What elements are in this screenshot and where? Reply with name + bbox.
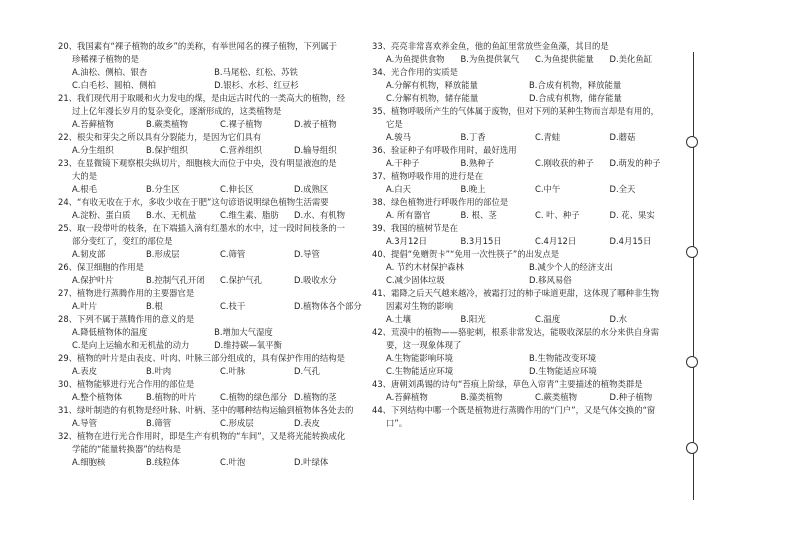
question-stem: [58, 378, 368, 391]
answer-option: C.减少固体垃圾: [386, 275, 445, 285]
answer-option: D.导管: [294, 249, 320, 259]
question-23: [58, 157, 368, 196]
answer-option: D.被子植物: [294, 119, 337, 129]
question-text: 绿色植物进行呼吸作用的部位是: [391, 197, 509, 207]
option-row: [372, 352, 684, 365]
question-number: 23、: [58, 158, 78, 168]
question-31: [58, 404, 368, 430]
question-text: 取一段带叶的枝条，在下端插入滴有红墨水的水中，过一段时间枝条的一: [77, 223, 346, 233]
question-29: [58, 352, 368, 378]
answer-option: A.细胞核: [72, 457, 106, 467]
question-stem-continued: 口”。: [386, 418, 408, 428]
answer-option: C.枝干: [220, 301, 246, 311]
question-26: [58, 261, 368, 287]
question-stem-continued: 珍稀裸子植物的是: [72, 54, 139, 64]
question-24: [58, 196, 368, 222]
option-row: [372, 209, 684, 222]
question-37: [372, 170, 684, 196]
answer-option: A.骏马: [386, 132, 411, 142]
question-stem: [58, 157, 368, 170]
question-number: 39、: [372, 223, 392, 233]
answer-option: C.4月12日: [535, 236, 577, 246]
question-text: 下列不属于蒸腾作用的意义的是: [77, 314, 195, 324]
question-number: 37、: [372, 171, 392, 181]
question-text: 下列结构中哪一个既是植物进行蒸腾作用的“门户”，又是气体交换的“窗: [391, 405, 656, 415]
question-text: 我国的植树节是在: [391, 223, 459, 233]
option-row: [58, 183, 368, 196]
answer-option: C.生物能适应环境: [386, 366, 454, 376]
answer-option: D.萌发的种子: [609, 158, 661, 168]
question-number: 21、: [58, 93, 78, 103]
question-stem: [372, 287, 684, 300]
question-number: 24、: [58, 197, 78, 207]
answer-option: A.为鱼提供食物: [386, 54, 445, 64]
answer-option: A.苔藓植物: [386, 392, 428, 402]
question-number: 36、: [372, 145, 392, 155]
answer-option: B.叶肉: [146, 366, 172, 376]
answer-option: C.伸长区: [220, 184, 254, 194]
answer-option: A.苔藓植物: [72, 119, 114, 129]
answer-option: D.表皮: [294, 418, 320, 428]
question-stem: [58, 404, 368, 417]
option-row: [372, 391, 684, 404]
answer-option: B.形成层: [146, 249, 180, 259]
answer-option: A.分生组织: [72, 145, 114, 155]
question-stem-continued: 因素对生物的影响: [386, 301, 453, 311]
question-text: 荒漠中的植物——骆驼刺，根系非常发达，能吸收深层的水分来供自身需: [391, 327, 660, 337]
question-number: 25、: [58, 223, 78, 233]
question-20: [58, 40, 368, 92]
answer-option: D.水: [609, 314, 627, 324]
question-34: [372, 66, 684, 105]
answer-option: C.叶泡: [220, 457, 246, 467]
binding-hole: [686, 356, 698, 368]
option-row: [372, 261, 684, 274]
question-number: 20、: [58, 41, 78, 51]
option-row: [372, 235, 684, 248]
option-row: [58, 118, 368, 131]
option-row: [58, 79, 368, 92]
answer-option: C.温度: [535, 314, 561, 324]
question-25: [58, 222, 368, 261]
answer-option: A.表皮: [72, 366, 97, 376]
question-33: [372, 40, 684, 66]
option-row: [58, 456, 368, 469]
option-row: [58, 365, 368, 378]
answer-option: D.移风易俗: [529, 275, 572, 285]
question-43: [372, 378, 684, 404]
answer-option: B.增加大气湿度: [214, 327, 273, 337]
question-text: 在显微镜下观察根尖纵切片，细胞核大而位于中央，没有明显液泡的是: [77, 158, 337, 168]
answer-option: D.4月15日: [609, 236, 652, 246]
option-row: [372, 365, 684, 378]
answer-option: D.美化鱼缸: [609, 54, 653, 64]
question-stem: [372, 222, 684, 235]
question-text: 我们现代用于取暖和火力发电的煤，是由远古时代的一类高大的植物，经: [77, 93, 346, 103]
question-stem: [58, 352, 368, 365]
right-column: [372, 40, 684, 430]
answer-option: D.银杉、水杉、红豆杉: [214, 80, 299, 90]
answer-option: C.中午: [535, 184, 561, 194]
answer-option: D.种子植物: [609, 392, 653, 402]
question-text: 植物能够进行光合作用的部位是: [77, 379, 195, 389]
answer-option: D.合成有机物，储存能量: [529, 93, 622, 103]
question-number: 30、: [58, 379, 78, 389]
answer-option: C.刚收获的种子: [535, 158, 594, 168]
answer-option: B.藻类植物: [460, 392, 503, 402]
answer-option: C.分解有机物，储存能量: [386, 93, 479, 103]
option-row: [58, 248, 368, 261]
question-number: 22、: [58, 132, 78, 142]
answer-option: C.筛管: [220, 249, 246, 259]
question-text: 我国素有“裸子植物的故乡”的美称，有举世闻名的裸子植物，下列属于: [77, 41, 337, 51]
question-stem-continued: 要，这一现象体现了: [386, 340, 462, 350]
answer-option: B.马尾松、红松、苏铁: [214, 67, 298, 77]
question-stem: [372, 105, 684, 118]
question-number: 33、: [372, 41, 392, 51]
question-stem: [58, 222, 368, 235]
answer-option: D.叶绿体: [294, 457, 329, 467]
answer-option: C.形成层: [220, 418, 254, 428]
question-30: [58, 378, 368, 404]
answer-option: A.土壤: [386, 314, 411, 324]
question-number: 27、: [58, 288, 78, 298]
answer-option: A.降低植物体的温度: [72, 327, 148, 337]
option-row: [372, 157, 684, 170]
answer-option: A.白天: [386, 184, 411, 194]
answer-option: A.3月12日: [386, 236, 427, 246]
option-row: [58, 300, 368, 313]
question-text: 光合作用的实质是: [391, 67, 459, 77]
question-number: 41、: [372, 288, 392, 298]
option-row: [58, 274, 368, 287]
answer-option: D.水、有机物: [294, 210, 345, 220]
option-row: [58, 209, 368, 222]
question-stem: [372, 196, 684, 209]
answer-option: B.筛管: [146, 418, 172, 428]
question-27: [58, 287, 368, 313]
question-32: [58, 430, 368, 469]
question-text: 根尖和芽尖之所以具有分裂能力，是因为它们具有: [77, 132, 262, 142]
option-row: [372, 183, 684, 196]
question-22: [58, 131, 368, 157]
answer-option: C.植物的绿色部分: [220, 392, 288, 402]
answer-option: B.水、无机盐: [146, 210, 197, 220]
answer-option: A.韧皮部: [72, 249, 106, 259]
question-number: 42、: [372, 327, 392, 337]
question-stem: [372, 404, 684, 417]
question-stem: [58, 430, 368, 443]
answer-option: C.裸子植物: [220, 119, 263, 129]
question-stem: [372, 326, 684, 339]
question-stem: [372, 40, 684, 53]
binding-hole: [686, 136, 698, 148]
question-stem: [372, 170, 684, 183]
option-row: [58, 339, 368, 352]
answer-option: A.生物能影响环境: [386, 353, 453, 363]
answer-option: D.全天: [609, 184, 636, 194]
answer-option: C.白毛杉、圆柏、侧柏: [72, 80, 156, 90]
question-stem: [372, 66, 684, 79]
question-number: 28、: [58, 314, 78, 324]
left-column: [58, 40, 368, 469]
answer-option: A.整个植物体: [72, 392, 123, 402]
question-number: 43、: [372, 379, 392, 389]
question-35: [372, 105, 684, 144]
question-text: 绿叶制造的有机物是经叶脉、叶柄、茎中的哪种结构运输到植物体各处去的: [77, 405, 354, 415]
answer-option: D.维持碳—氧平衡: [214, 340, 282, 350]
binding-hole: [686, 246, 698, 258]
answer-option: B. 根、茎: [460, 210, 497, 220]
answer-option: C.青蛙: [535, 132, 561, 142]
question-stem-continued: 学能的“能量转换器”的结构是: [72, 444, 182, 454]
answer-option: A.根毛: [72, 184, 97, 194]
answer-option: B.植物的叶片: [146, 392, 197, 402]
answer-option: C.蕨类植物: [535, 392, 578, 402]
question-number: 31、: [58, 405, 78, 415]
answer-option: D.输导组织: [294, 145, 337, 155]
question-text: “有收无收在于水，多收少收在于肥”这句谚语说明绿色植物生活需要: [77, 197, 329, 207]
question-40: [372, 248, 684, 287]
question-stem: [372, 378, 684, 391]
answer-option: A. 节约木材保护森林: [386, 262, 464, 272]
answer-option: A.分解有机物，释放能量: [386, 80, 478, 90]
answer-option: C.保护气孔: [220, 275, 263, 285]
answer-option: B.为鱼提供氧气: [460, 54, 520, 64]
option-row: [372, 92, 684, 105]
answer-option: D.气孔: [294, 366, 320, 376]
answer-option: D. 花、果实: [609, 210, 655, 220]
question-stem: [58, 287, 368, 300]
question-text: 亮亮非常喜欢养金鱼，他的鱼缸里常放些金鱼藻，其目的是: [391, 41, 609, 51]
option-row: [372, 53, 684, 66]
question-text: 植物呼吸所产生的气体属于废物，但对下列的某种生物而言却是有用的，: [391, 106, 660, 116]
question-text: 唐朝刘禹锡的诗句“苔痕上阶绿，草色入帘青”主要描述的植物类群是: [391, 379, 643, 389]
question-stem: [58, 261, 368, 274]
binding-hole: [686, 442, 698, 454]
question-stem: [58, 196, 368, 209]
answer-option: B.根: [146, 301, 163, 311]
question-text: 保卫细胞的作用是: [77, 262, 145, 272]
option-row: [58, 326, 368, 339]
question-38: [372, 196, 684, 222]
answer-option: B.丁香: [460, 132, 486, 142]
answer-option: B.控制气孔开闭: [146, 275, 205, 285]
question-stem: [58, 313, 368, 326]
question-42: [372, 326, 684, 378]
question-text: 植物进行蒸腾作用的主要器官是: [77, 288, 195, 298]
answer-option: D.植物体各个部分: [294, 301, 362, 311]
answer-option: A.叶片: [72, 301, 97, 311]
question-number: 38、: [372, 197, 392, 207]
question-number: 34、: [372, 67, 392, 77]
answer-option: B.减少个人的经济支出: [529, 262, 613, 272]
question-number: 32、: [58, 431, 78, 441]
question-39: [372, 222, 684, 248]
question-stem-continued: 大的是: [72, 171, 98, 181]
question-stem: [372, 248, 684, 261]
option-row: [372, 313, 684, 326]
option-row: [58, 391, 368, 404]
answer-option: A.保护叶片: [72, 275, 114, 285]
question-text: 植物的叶片是由表皮、叶肉、叶脉三部分组成的，具有保护作用的结构是: [77, 353, 346, 363]
answer-option: B.3月15日: [460, 236, 502, 246]
option-row: [372, 79, 684, 92]
question-41: [372, 287, 684, 326]
answer-option: A.油松、侧柏、银杏: [72, 67, 148, 77]
answer-option: A. 所有器官: [386, 210, 431, 220]
question-21: [58, 92, 368, 131]
question-28: [58, 313, 368, 352]
question-stem: [58, 92, 368, 105]
option-row: [58, 417, 368, 430]
question-text: 验证种子有呼吸作用时，最好选用: [391, 145, 517, 155]
answer-option: A.淀粉、蛋白质: [72, 210, 131, 220]
question-number: 29、: [58, 353, 78, 363]
answer-option: C.是向上运输水和无机盐的动力: [72, 340, 190, 350]
answer-option: B.蕨类植物: [146, 119, 188, 129]
question-number: 40、: [372, 249, 392, 259]
answer-option: C.维生素、脂肪: [220, 210, 279, 220]
question-stem-continued: 它是: [386, 119, 403, 129]
question-number: 26、: [58, 262, 78, 272]
answer-option: B.保护组织: [146, 145, 188, 155]
answer-option: B.生物能改变环境: [529, 353, 597, 363]
question-36: [372, 144, 684, 170]
answer-option: B.合成有机物，释放能量: [529, 80, 622, 90]
question-stem-continued: 过上亿年漫长岁月的复杂变化，逐渐形成的，这类植物是: [72, 106, 282, 116]
binding-line: [693, 52, 694, 500]
answer-option: B.线粒体: [146, 457, 180, 467]
option-row: [372, 274, 684, 287]
answer-option: C.叶脉: [220, 366, 246, 376]
answer-option: C. 叶、种子: [535, 210, 580, 220]
answer-option: C.为鱼提供能量: [535, 54, 594, 64]
question-stem: [58, 131, 368, 144]
answer-option: B.分生区: [146, 184, 180, 194]
answer-option: D.生物能适应环境: [529, 366, 597, 376]
answer-option: C.营养组织: [220, 145, 263, 155]
answer-option: D.蘑菇: [609, 132, 636, 142]
answer-option: A.干种子: [386, 158, 420, 168]
answer-option: D.成熟区: [294, 184, 329, 194]
answer-option: D.植物的茎: [294, 392, 337, 402]
option-row: [58, 66, 368, 79]
question-text: 提倡“免赠贺卡”“免用一次性筷子”的出发点是: [391, 249, 560, 259]
answer-option: B.熟种子: [460, 158, 495, 168]
answer-option: A.导管: [72, 418, 97, 428]
question-text: 霜降之后天气越来越冷，被霜打过的柿子味道更甜，这体现了哪种非生物: [391, 288, 660, 298]
question-stem: [58, 40, 368, 53]
question-text: 植物在进行光合作用时，即是生产有机物的“车间”，又是将光能转换成化: [77, 431, 346, 441]
option-row: [372, 131, 684, 144]
question-number: 35、: [372, 106, 392, 116]
answer-option: D.吸收水分: [294, 275, 337, 285]
question-text: 植物呼吸作用的进行是在: [391, 171, 484, 181]
question-stem: [372, 144, 684, 157]
question-number: 44、: [372, 405, 392, 415]
question-44: [372, 404, 684, 430]
question-stem-continued: 部分变红了，变红的部位是: [72, 236, 173, 246]
answer-option: B.晚上: [460, 184, 486, 194]
option-row: [58, 144, 368, 157]
answer-option: B.阳光: [460, 314, 486, 324]
